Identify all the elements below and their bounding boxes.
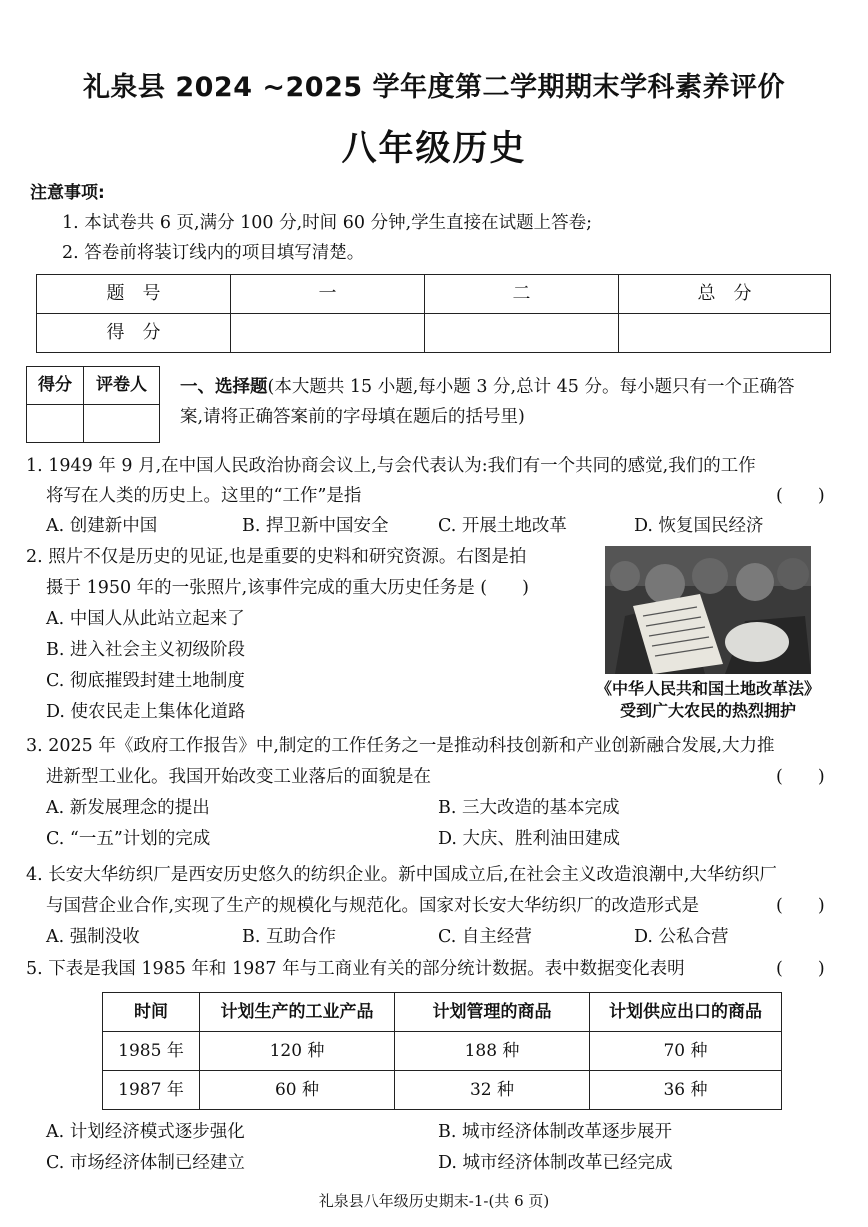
land-reform-photo-illustration [605, 546, 811, 674]
photo-caption-1: 《中华人民共和国土地改革法》 [595, 679, 820, 698]
q5-option-a: A. 计划经济模式逐步强化 [46, 1122, 245, 1142]
section1-desc-2: 案,请将正确答案前的字母填在题后的括号里) [180, 407, 525, 427]
section1-title: 一、选择题 [180, 377, 268, 397]
q5-option-b: B. 城市经济体制改革逐步展开 [438, 1122, 672, 1142]
q1-line2: 将写在人类的历史上。这里的“工作”是指 [46, 486, 362, 506]
q5-option-d: D. 城市经济体制改革已经完成 [438, 1153, 673, 1173]
q5-answer-paren[interactable]: ( ) [776, 959, 825, 979]
q5-table-header-industrial: 计划生产的工业产品 [200, 993, 395, 1032]
q1-line1: 1. 1949 年 9 月,在中国人民政治协商会议上,与会代表认为:我们有一个共同的感觉,我们的工作 [26, 456, 756, 476]
q1-answer-paren[interactable]: ( ) [776, 486, 825, 506]
q4-line2: 与国营企业合作,实现了生产的规模化与规范化。国家对长安大华纺织厂的改造形式是 [46, 896, 700, 916]
q4-answer-paren[interactable]: ( ) [776, 896, 825, 916]
section1-desc-1: (本大题共 15 小题,每小题 3 分,总计 45 分。每小题只有一个正确答 [267, 377, 795, 397]
q1-option-c: C. 开展土地改革 [438, 516, 567, 536]
note-item-2: 2. 答卷前将装订线内的项目填写清楚。 [62, 243, 365, 263]
grader-name-label: 评卷人 [84, 367, 160, 405]
q2-option-c: C. 彻底摧毁封建土地制度 [46, 671, 245, 691]
score-row-label: 得 分 [37, 314, 231, 353]
q4-option-b: B. 互助合作 [242, 927, 336, 947]
table-cell: 70 种 [590, 1032, 782, 1071]
q3-line2: 进新型工业化。我国开始改变工业落后的面貌是在 [46, 767, 431, 787]
table-cell: 60 种 [200, 1071, 395, 1110]
notes-heading: 注意事项: [30, 183, 105, 203]
exam-title: 礼泉县 2024 ~2025 学年度第二学期期末学科素养评价 [82, 72, 786, 103]
grader-score-label: 得分 [27, 367, 84, 405]
land-reform-photo [605, 546, 811, 674]
q4-option-d: D. 公私合营 [634, 927, 729, 947]
q3-option-a: A. 新发展理念的提出 [46, 798, 210, 818]
grader-box [26, 366, 160, 443]
score-header-part2: 二 [425, 275, 619, 314]
score-cell-part2[interactable] [425, 314, 619, 353]
grader-score-cell[interactable] [27, 405, 84, 443]
q5-data-table [102, 992, 782, 1110]
q2-option-d: D. 使农民走上集体化道路 [46, 702, 246, 722]
q3-option-c: C. “一五”计划的完成 [46, 829, 211, 849]
table-cell: 188 种 [395, 1032, 590, 1071]
q3-line1: 3. 2025 年《政府工作报告》中,制定的工作任务之一是推动科技创新和产业创新融合发展,大力推 [26, 736, 775, 756]
q4-option-c: C. 自主经营 [438, 927, 532, 947]
score-header-label: 题 号 [37, 275, 231, 314]
q5-table-header-export: 计划供应出口的商品 [590, 993, 782, 1032]
table-cell: 32 种 [395, 1071, 590, 1110]
q3-answer-paren[interactable]: ( ) [776, 767, 825, 787]
q5-line1: 5. 下表是我国 1985 年和 1987 年与工商业有关的部分统计数据。表中数据变化表明 [26, 959, 685, 979]
score-table [36, 274, 831, 353]
table-cell: 120 种 [200, 1032, 395, 1071]
table-cell: 1987 年 [103, 1071, 200, 1110]
q5-option-c: C. 市场经济体制已经建立 [46, 1153, 245, 1173]
q1-option-d: D. 恢复国民经济 [634, 516, 764, 536]
q3-option-b: B. 三大改造的基本完成 [438, 798, 620, 818]
grader-name-cell[interactable] [84, 405, 160, 443]
score-cell-part1[interactable] [231, 314, 425, 353]
photo-caption-2: 受到广大农民的热烈拥护 [619, 701, 796, 720]
q1-option-a: A. 创建新中国 [46, 516, 158, 536]
subject-title: 八年级历史 [341, 129, 527, 169]
q2-option-b: B. 进入社会主义初级阶段 [46, 640, 245, 660]
q5-table-header-time: 时间 [103, 993, 200, 1032]
q1-option-b: B. 捍卫新中国安全 [242, 516, 389, 536]
q2-option-a: A. 中国人从此站立起来了 [46, 609, 245, 629]
table-cell: 1985 年 [103, 1032, 200, 1071]
score-cell-total[interactable] [619, 314, 831, 353]
table-cell: 36 种 [590, 1071, 782, 1110]
q3-option-d: D. 大庆、胜利油田建成 [438, 829, 621, 849]
q2-line2: 摄于 1950 年的一张照片,该事件完成的重大历史任务是 ( ) [46, 578, 529, 598]
note-item-1: 1. 本试卷共 6 页,满分 100 分,时间 60 分钟,学生直接在试题上答卷; [62, 213, 593, 233]
q4-option-a: A. 强制没收 [46, 927, 140, 947]
score-header-total: 总 分 [619, 275, 831, 314]
q5-table-header-commodity: 计划管理的商品 [395, 993, 590, 1032]
table-row [103, 1032, 782, 1071]
q4-line1: 4. 长安大华纺织厂是西安历史悠久的纺织企业。新中国成立后,在社会主义改造浪潮中,大华纺织厂 [26, 865, 777, 885]
section1-header [180, 377, 795, 398]
page-footer: 礼泉县八年级历史期末-1-(共 6 页) [318, 1192, 550, 1210]
q2-line1: 2. 照片不仅是历史的见证,也是重要的史料和研究资源。右图是拍 [26, 547, 527, 567]
table-row [103, 1071, 782, 1110]
score-header-part1: 一 [231, 275, 425, 314]
